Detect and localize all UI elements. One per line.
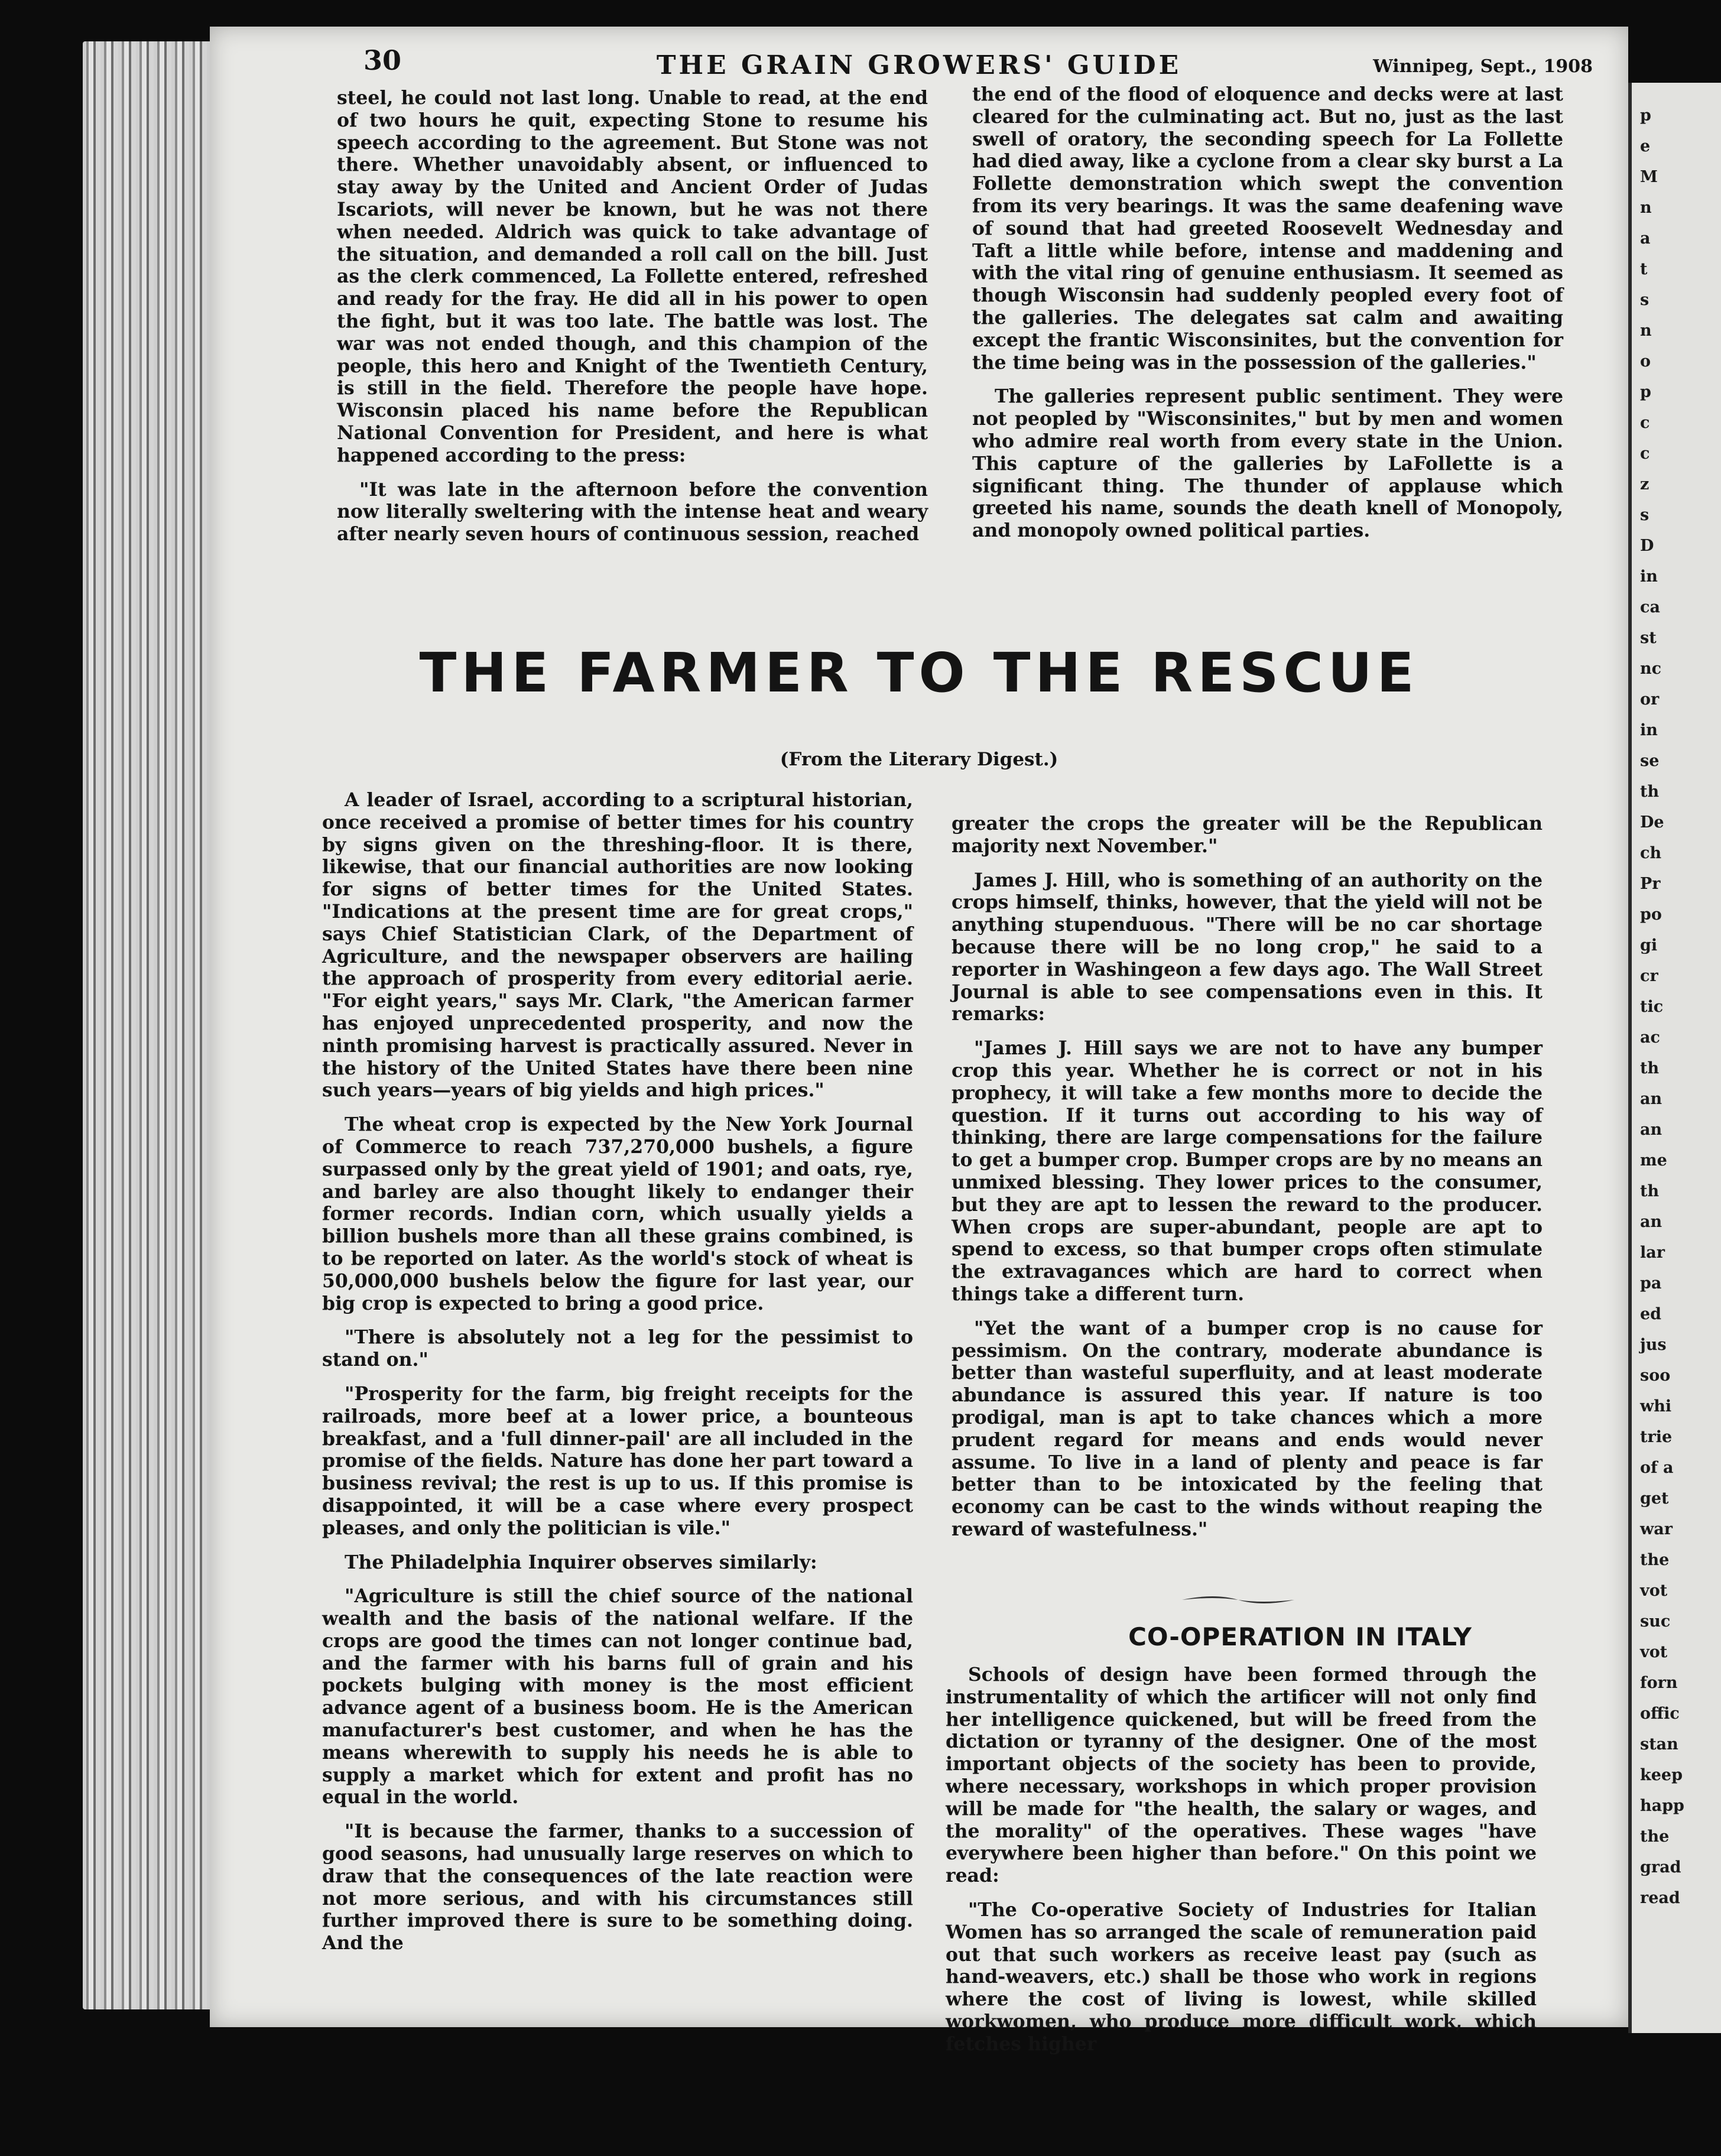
article-source: (From the Literary Digest.): [780, 749, 1058, 770]
page-number: 30: [363, 44, 402, 76]
adjacent-page-fragment: the: [1640, 1827, 1670, 1846]
adjacent-page-fragment: n: [1640, 199, 1652, 217]
adjacent-page-fragment: of a: [1640, 1459, 1674, 1477]
paragraph: James J. Hill, who is something of an authority on the crops himself, thinks, however, that the yield will not be anything stupenduous. "There will be no car shortage because there will be no long crop," he said to a reporter in Washingeon a few days ago. The Wall Street Journal is able to see compensations even in this. It remarks:: [952, 869, 1543, 1025]
paragraph: "Prosperity for the farm, big freight receipts for the railroads, more beef at a lower price, a bounteous breakfast, and a 'full dinner-pail' are all included in the promise of the fields. Nature has done her part toward a business revival; the rest is up to us. If this promise is disappointed, it will be a case where every prospect pleases, and only the politician is vile.": [322, 1382, 913, 1539]
adjacent-page-fragment: war: [1640, 1520, 1673, 1538]
adjacent-page-fragment: soo: [1640, 1366, 1671, 1385]
adjacent-page-fragment: tic: [1640, 998, 1664, 1016]
adjacent-page-fragment: keep: [1640, 1766, 1683, 1784]
adjacent-page-fragment: grad: [1640, 1858, 1681, 1876]
paragraph: steel, he could not last long. Unable to read, at the end of two hours he quit, expecting Stone to resume his speech according to the agreement. But Stone was not there. Whether unavoidably absent, or influenced to stay away by the United and Ancient Order of Judas Iscariots, will never be known, but he was not there when needed. Aldrich was quick to take advantage of the situation, and demanded a roll call on the bill. Just as the clerk commenced, La Follette entered, refreshed and ready for the fray. He did all in his power to open the fight, but it was too late. The battle was lost. The war was not ended though, and this champion of the people, this hero and Knight of the Twentieth Century, is still in the field. Therefore the people have hope. Wisconsin placed his name before the Republican National Convention for President, and here is what happened according to the press:: [337, 87, 928, 466]
adjacent-page-fragment: e: [1640, 137, 1651, 155]
top-left-column: [337, 87, 928, 546]
adjacent-page-fragment: vot: [1640, 1582, 1668, 1600]
adjacent-page-fragment: read: [1640, 1889, 1680, 1907]
adjacent-page-fragment: vot: [1640, 1643, 1668, 1661]
adjacent-page-fragment: se: [1640, 752, 1660, 770]
adjacent-page-fragment: get: [1640, 1489, 1669, 1508]
adjacent-page-fragment: M: [1640, 168, 1658, 186]
adjacent-page-fragment: c: [1640, 414, 1650, 432]
adjacent-page-fragment: offic: [1640, 1704, 1680, 1723]
adjacent-page-fragment: ch: [1640, 844, 1662, 862]
adjacent-page-fragment: th: [1640, 1059, 1660, 1077]
newspaper-page: [210, 27, 1628, 2055]
article-headline: THE FARMER TO THE RESCUE: [419, 641, 1419, 704]
running-head: [210, 44, 1628, 80]
adjacent-page-fragment: gi: [1640, 936, 1658, 954]
adjacent-page-strip: [1628, 83, 1721, 2033]
body-right-column: [952, 813, 1543, 1541]
adjacent-page-fragment: whi: [1640, 1397, 1672, 1415]
adjacent-page-fragment: s: [1640, 506, 1649, 524]
paragraph: The galleries represent public sentiment. They were not peopled by "Wisconsinites," but by men and women who admire real worth from every state in the Union. This capture of the galleries by LaFollette is a significant thing. The thunder of applause which greeted his name, sounds the death knell of Monopoly, and monopoly owned political parties.: [972, 385, 1563, 542]
adjacent-page-fragment: p: [1640, 383, 1651, 401]
paragraph: greater the crops the greater will be the Republican majority next November.": [952, 813, 1543, 857]
adjacent-page-fragment: suc: [1640, 1612, 1671, 1631]
adjacent-page-fragment: n: [1640, 322, 1652, 340]
adjacent-page-fragment: s: [1640, 291, 1649, 309]
adjacent-page-fragment: po: [1640, 905, 1662, 924]
paragraph: "The Co-operative Society of Industries for Italian Women has so arranged the scale of remuneration paid out that such workers as receive least pay (such as hand-weavers, etc.) shall be those who work in regions where the cost of living is lowest, while skilled workwomen, who produce more difficult work, which fetches higher: [946, 1898, 1537, 2055]
adjacent-page-fragment: trie: [1640, 1428, 1673, 1446]
adjacent-page-fragment: me: [1640, 1151, 1667, 1170]
adjacent-page-fragment: an: [1640, 1090, 1662, 1108]
adjacent-page-fragment: forn: [1640, 1674, 1678, 1692]
paragraph: the end of the flood of eloquence and decks were at last cleared for the culminating act. But no, just as the last swell of oratory, the seconding speech for La Follette had died away, like a cyclone from a clear sky burst a La Follette demonstration which swept the convention from its very bearings. It was the same deafening wave of sound that had greeted Roosevelt Wednesday and Taft a little while before, intense and maddening and with the vital ring of genuine enthusiasm. It seemed as though Wisconsin had suddenly peopled every foot of the galleries. The delegates sat calm and awaiting except the frantic Wisconsinites, but the convention for the time being was in the possession of the galleries.": [972, 83, 1563, 374]
issue-date: Winnipeg, Sept., 1908: [1373, 56, 1593, 77]
body-left-column: [322, 789, 913, 1954]
adjacent-page-fragment: De: [1640, 813, 1664, 832]
section-subhead: CO-OPERATION IN ITALY: [1128, 1622, 1472, 1651]
italy-column: [946, 1664, 1537, 2056]
adjacent-page-fragment: lar: [1640, 1243, 1665, 1262]
adjacent-page-fragment: cr: [1640, 967, 1658, 985]
paragraph: The Philadelphia Inquirer observes similarly:: [345, 1551, 817, 1573]
paragraph: "It is because the farmer, thanks to a succession of good seasons, had unusually large reserves on which to draw that the consequences of the late reaction were not more serious, and with his circumstances still further improved there is sure to be something doing. And the: [322, 1820, 913, 1954]
paragraph: "There is absolutely not a leg for the pessimist to stand on.": [322, 1326, 913, 1371]
paragraph: Schools of design have been formed through the instrumentality of which the artificer will not only find her intelligence quickened, but will be freed from the dictation or tyranny of the designer. One of the most important objects of the society has been to provide, where necessary, workshops in which proper provision will be made for "the health, the salary or wages, and the morality" of the operatives. These wages "have everywhere been higher than before." On this point we read:: [946, 1664, 1537, 1887]
paragraph: "It was late in the afternoon before the convention now literally sweltering with the intense heat and weary after nearly seven hours of continuous session, reached: [337, 478, 928, 546]
adjacent-page-fragment: ac: [1640, 1028, 1660, 1047]
adjacent-page-fragment: pa: [1640, 1274, 1662, 1293]
adjacent-page-fragment: D: [1640, 537, 1654, 555]
section-ornament: [1179, 1593, 1297, 1607]
adjacent-page-fragment: in: [1640, 567, 1658, 586]
adjacent-page-fragment: the: [1640, 1551, 1670, 1569]
adjacent-page-fragment: o: [1640, 352, 1651, 371]
paragraph: The wheat crop is expected by the New York Journal of Commerce to reach 737,270,000 bushels, a figure surpassed only by the great yield of 1901; and oats, rye, and barley are also thought likely to endanger their former records. Indian corn, which usually yields a billion bushels more than all these grains combined, is to be reported on later. As the world's stock of wheat is 50,000,000 bushels below the figure for last year, our big crop is expected to bring a good price.: [322, 1113, 913, 1314]
adjacent-page-fragment: a: [1640, 229, 1651, 248]
paragraph: "Yet the want of a bumper crop is no cause for pessimism. On the contrary, moderate abundance is better than wasteful superfluity, and at least moderate abundance is assured this year. If nature is too prodigal, man is apt to take chances which a more prudent regard for means and ends would never assume. To live in a land of plenty and peace is far better than to be intoxicated by the feeling that economy can be cast to the winds without reaping the reward of wastefulness.": [952, 1317, 1543, 1540]
adjacent-page-fragment: stan: [1640, 1735, 1678, 1754]
journal-title: THE GRAIN GROWERS' GUIDE: [656, 50, 1182, 80]
adjacent-page-fragment: z: [1640, 475, 1649, 493]
adjacent-page-fragment: an: [1640, 1213, 1662, 1231]
adjacent-page-fragment: an: [1640, 1121, 1662, 1139]
adjacent-page-fragment: c: [1640, 444, 1650, 463]
adjacent-page-fragment: or: [1640, 690, 1660, 709]
adjacent-page-fragment: th: [1640, 782, 1660, 801]
adjacent-page-fragment: in: [1640, 721, 1658, 739]
adjacent-page-fragment: jus: [1640, 1336, 1667, 1354]
adjacent-page-fragment: p: [1640, 106, 1651, 125]
adjacent-page-fragment: st: [1640, 629, 1657, 647]
paragraph: "Agriculture is still the chief source of the national wealth and the basis of the national welfare. If the crops are good the times can not longer continue bad, and the farmer with his barns full of grain and his pockets bulging with money is the most efficient advance agent of a business boom. He is the American manufacturer's best customer, and when he has the means wherewith to supply his needs he is able to supply a market which for extent and profit has no equal in the world.: [322, 1585, 913, 1808]
paragraph: "James J. Hill says we are not to have any bumper crop this year. Whether he is correct or not in his prophecy, it will take a few months more to decide the question. If it turns out according to his way of thinking, there are large compensations for the failure to get a bumper crop. Bumper crops are by no means an unmixed blessing. They lower prices to the consumer, but they are apt to lessen the reward to the producer. When crops are super-abundant, people are apt to spend to excess, so that bumper crops often stimulate the extravagances which are hard to correct when things take a different turn.: [952, 1037, 1543, 1305]
adjacent-page-fragment: ca: [1640, 598, 1660, 616]
adjacent-page-fragment: t: [1640, 260, 1648, 278]
paragraph: A leader of Israel, according to a scriptural historian, once received a promise of better times for his country by signs given on the threshing-floor. It is there, likewise, that our financial authorities are now looking for signs of better times for the United States. "Indications at the present time are for great crops," says Chief Statistician Clark, of the Department of Agriculture, and the newspaper observers are hailing the approach of prosperity from every editorial aerie. "For eight years," says Mr. Clark, "the American farmer has enjoyed unprecedented prosperity, and now the ninth promising harvest is practically assured. Never in the history of the United States have there been nine such years—years of big yields and high prices.": [322, 789, 913, 1102]
adjacent-page-fragment: nc: [1640, 660, 1662, 678]
adjacent-page-fragment: th: [1640, 1182, 1660, 1200]
adjacent-page-fragment: happ: [1640, 1797, 1684, 1815]
adjacent-page-fragment: Pr: [1640, 875, 1661, 893]
top-right-column: [972, 83, 1563, 542]
adjacent-page-fragment: ed: [1640, 1305, 1662, 1323]
